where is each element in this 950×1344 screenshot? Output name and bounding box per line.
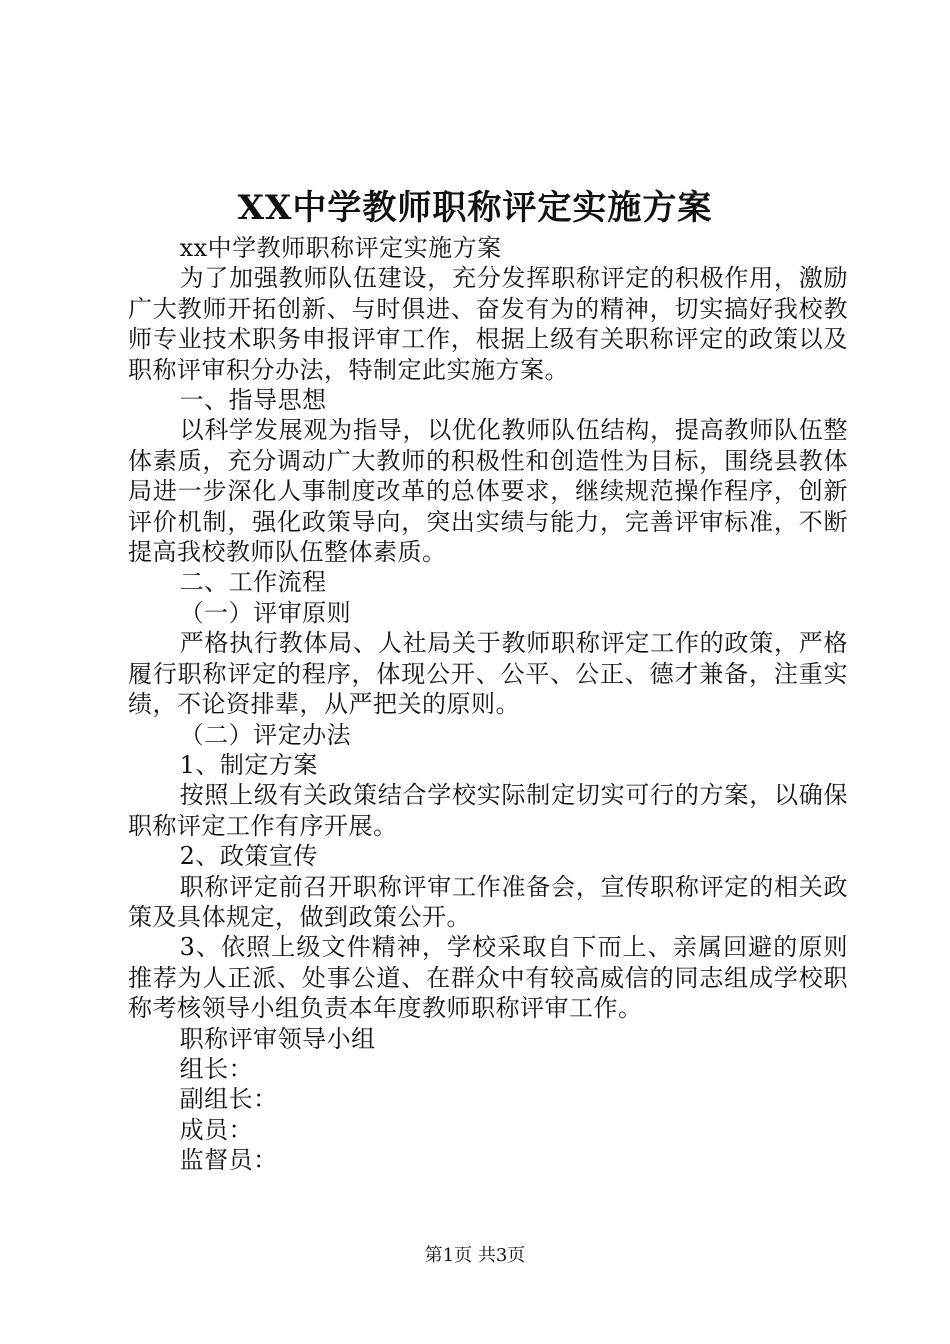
section-heading: 一、指导思想 [179,386,327,415]
item-heading: 2、政策宣传 [179,842,318,871]
group-supervisor-label: 监督员： [179,1146,278,1175]
subsection-heading: （二）评定办法 [179,720,352,749]
body-paragraph: 以科学发展观为指导，以优化教师队伍结构，提高教师队伍整体素质，充分调动广大教师的积极性和创造性为目标，围绕县教体局进一步深化人事制度改革的总体要求，继续规范操作程序，创新评价机制，强化政策导向，突出实绩与能力，完善评审标准，不断提高我校教师队伍整体素质。 [128,416,848,567]
subsection-heading: （一）评审原则 [179,598,352,627]
body-paragraph: 严格执行教体局、人社局关于教师职称评定工作的政策，严格履行职称评定的程序，体现公开、公平、公正、德才兼备，注重实绩，不论资排辈，从严把关的原则。 [128,629,848,719]
group-deputy-label: 副组长： [179,1085,278,1114]
section-heading: 二、工作流程 [179,568,327,597]
body-paragraph: 职称评定前召开职称评审工作准备会，宣传职称评定的相关政策及具体规定，做到政策公开。 [128,872,848,931]
body-paragraph: xx中学教师职称评定实施方案 [179,234,502,262]
body-paragraph: 3、依照上级文件精神，学校采取自下而上、亲属回避的原则推荐为人正派、处事公道、在群众中有较高威信的同志组成学校职称考核领导小组负责本年度教师职称评审工作。 [128,933,848,1023]
body-paragraph: 按照上级有关政策结合学校实际制定切实可行的方案，以确保职称评定工作有序开展。 [128,781,848,840]
group-members-label: 成员： [179,1115,254,1144]
document-body [128,233,848,1176]
group-heading: 职称评审领导小组 [179,1024,376,1053]
document-title: XX中学教师职称评定实施方案 [237,188,713,228]
body-paragraph: 为了加强教师队伍建设，充分发挥职称评定的积极作用，激励广大教师开拓创新、与时俱进、奋发有为的精神，切实搞好我校教师专业技术职务申报评审工作，根据上级有关职称评定的政策以及职称评审积分办法，特制定此实施方案。 [128,264,848,384]
page-number-footer: 第1页 共3页 [424,1245,526,1266]
group-leader-label: 组长： [179,1054,254,1083]
item-heading: 1、制定方案 [179,750,318,779]
